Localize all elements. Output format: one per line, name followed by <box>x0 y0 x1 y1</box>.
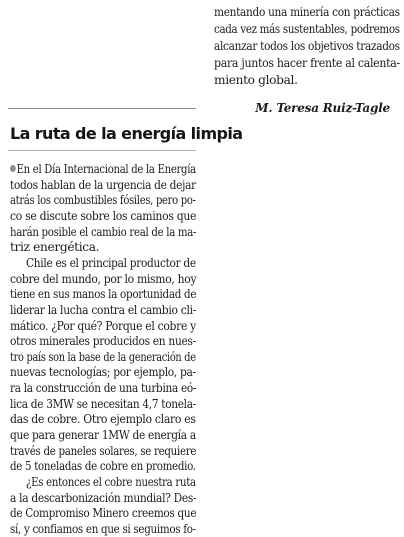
article-line: mático. ¿Por qué? Porque el cobre y <box>10 318 196 333</box>
article-line: harán posible el cambio real de la ma- <box>10 224 197 239</box>
headline-divider <box>8 150 196 151</box>
right-line: para juntos hacer frente al calenta- <box>214 56 400 70</box>
right-line: alcanzar todos los objetivos trazados <box>214 39 400 53</box>
article-line: lica de 3MW se necesitan 4,7 tonela- <box>10 396 196 411</box>
article-headline: La ruta de la energía limpia <box>10 124 243 143</box>
right-line: cada vez más sustentables, podremos <box>214 22 400 36</box>
article-line: liderar la lucha contra el cambio cli- <box>10 302 197 317</box>
right-line: mentando una minería con prácticas <box>214 5 400 19</box>
article-line: nuevas tecnologías; por ejemplo, pa- <box>10 365 196 380</box>
article-line: que para generar 1MW de energía a <box>10 428 196 443</box>
article-line: tro país son la base de la generación de <box>10 349 196 364</box>
article-line: de 5 toneladas de cobre en promedio. <box>10 459 196 474</box>
article-line: de Compromiso Minero creemos que <box>10 506 197 521</box>
right-line: miento global. <box>214 73 298 87</box>
article-line: Chile es el principal productor de <box>26 255 196 270</box>
article-line: ra la construcción de una turbina eó- <box>10 381 197 396</box>
article-line: todos hablan de la urgencia de dejar <box>10 177 196 192</box>
section-divider <box>8 108 196 109</box>
article-line: tiene en sus manos la oportunidad de <box>10 287 197 302</box>
article-line: sí, y confiamos en que si seguimos fo- <box>10 522 196 536</box>
article-line: otros minerales producidos en nues- <box>10 334 196 349</box>
article-line: triz energética. <box>10 240 100 255</box>
article-line: En el Día Internacional de la Energía <box>10 161 196 177</box>
article-line: das de cobre. Otro ejemplo claro es <box>10 412 196 427</box>
bullet-icon <box>10 165 16 172</box>
article-line: a la descarbonización mundial? Des- <box>10 490 197 505</box>
article-line: ¿Es entonces el cobre nuestra ruta <box>26 475 196 490</box>
article-line: co se discute sobre los caminos que <box>10 208 197 223</box>
article-line: cobre del mundo, por lo mismo, hoy <box>10 271 197 286</box>
author-signature: M. Teresa Ruiz-Tagle <box>255 101 390 115</box>
article-line: atrás los combustibles fósiles, pero po- <box>10 193 196 208</box>
article-line: través de paneles solares, se requiere <box>10 443 197 458</box>
